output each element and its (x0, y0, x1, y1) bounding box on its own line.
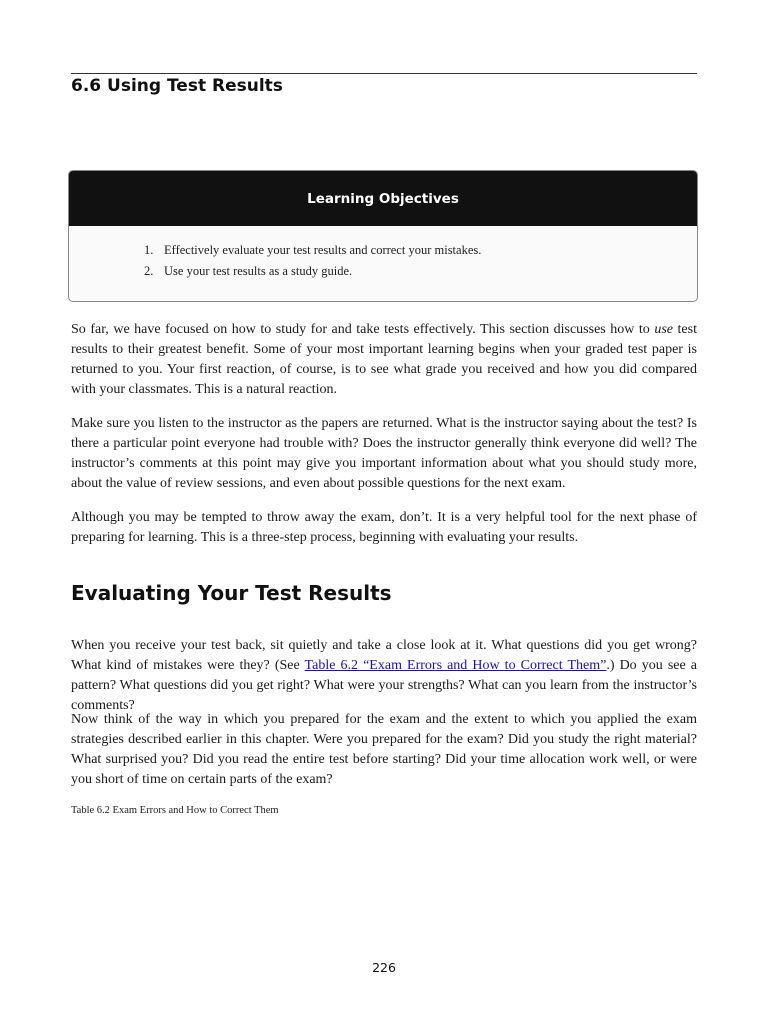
page-number: 226 (372, 960, 396, 975)
table-reference-link[interactable]: Table 6.2 “Exam Errors and How to Correct Them” (304, 658, 607, 673)
learning-objectives-heading: Learning Objectives (69, 171, 697, 226)
learning-objectives-list (69, 226, 697, 282)
paragraph-text: test results to their greatest benefit. Some of your most important learning begins when your graded test paper is returned to you. Your first reaction, of course, is to see what grade you received and how you did compared with your classmates. This is a natural reaction. (71, 322, 697, 397)
section-title: 6.6 Using Test Results (71, 76, 283, 96)
learning-objectives-box (68, 170, 698, 302)
header-rule (71, 73, 697, 74)
paragraph-receive-test (71, 636, 697, 716)
paragraph-text: So far, we have focused on how to study for and take tests effectively. This section discusses how to (71, 322, 655, 337)
table-caption: Table 6.2 Exam Errors and How to Correct Them (71, 805, 279, 816)
paragraph-preparation: Now think of the way in which you prepared for the exam and the extent to which you applied the exam strategies described earlier in this chapter. Were you prepared for the exam? Did you study the right material? What surprised you? Did you read the entire test before starting? Did your time allocation work well, or were you short of time on certain parts of the exam? (71, 712, 697, 787)
paragraph-listen: Make sure you listen to the instructor as the papers are returned. What is the instructor saying about the test? Is there a particular point everyone had trouble with? Does the instructor generally think everyone did well? The instructor’s comments at this point may give you important information about what you should study more, about the value of review sessions, and even about possible questions for the next exam. (71, 416, 697, 491)
list-item-number: 2. (144, 264, 154, 278)
list-item-number: 1. (144, 243, 154, 257)
subsection-title: Evaluating Your Test Results (71, 581, 392, 605)
paragraph-intro (71, 320, 697, 400)
paragraph-text: .) Do you see a pattern? What questions did you get right? What were your strengths? What can you learn from the instructor’s comments? (71, 658, 697, 713)
list-item (144, 240, 697, 261)
paragraph-text: When you receive your test back, sit quietly and take a close look at it. What questions did you get wrong? What kind of mistakes were they? (See (71, 638, 697, 673)
paragraph-keep-exam: Although you may be tempted to throw away the exam, don’t. It is a very helpful tool for the next phase of preparing for learning. This is a three-step process, beginning with evaluating your results. (71, 510, 697, 545)
list-item-text: Use your test results as a study guide. (164, 264, 353, 278)
emphasis-text: use (654, 322, 674, 337)
list-item (144, 261, 697, 282)
list-item-text: Effectively evaluate your test results and correct your mistakes. (164, 243, 482, 257)
